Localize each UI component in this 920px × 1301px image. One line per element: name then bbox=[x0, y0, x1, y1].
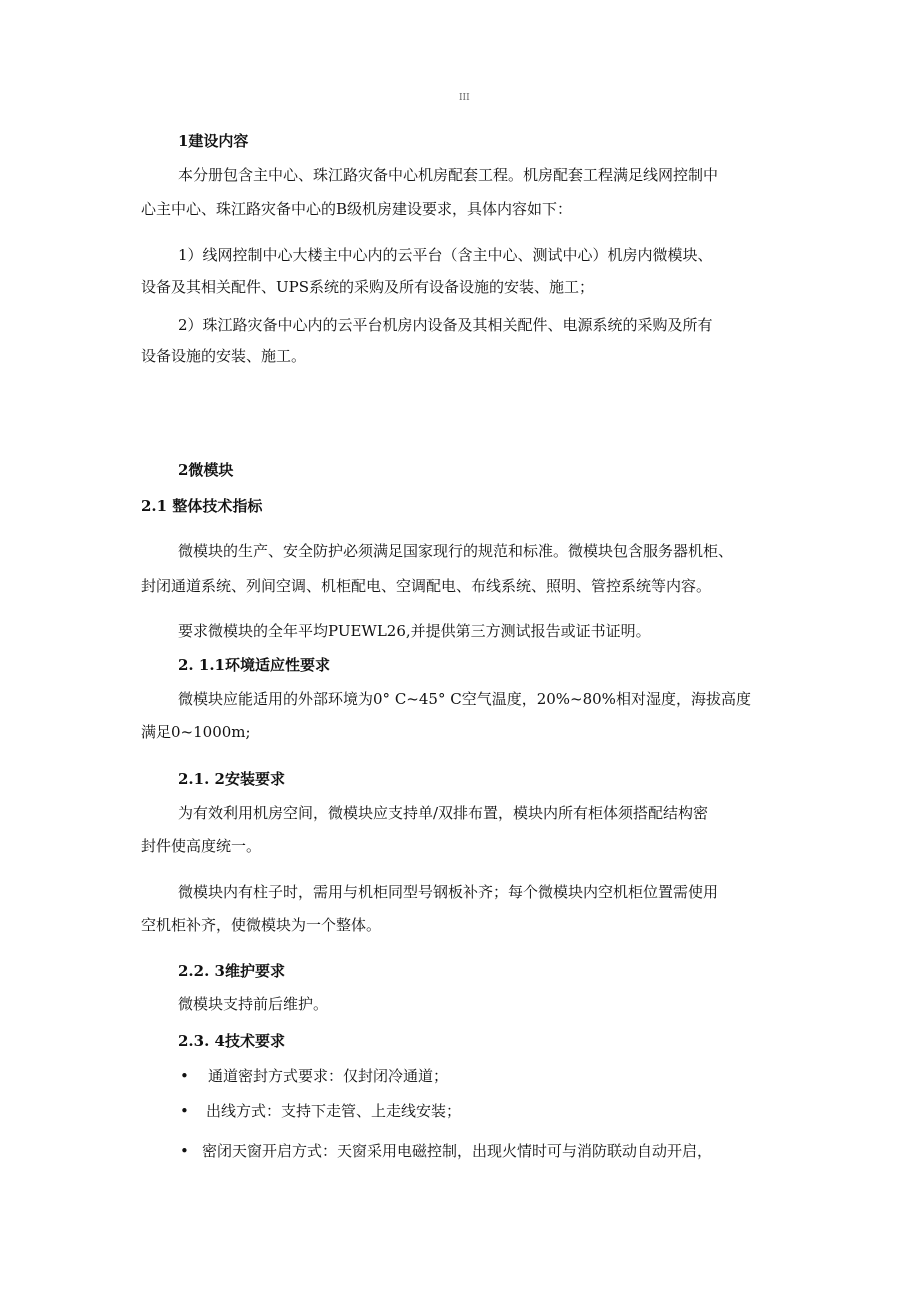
header-mark: III bbox=[459, 93, 470, 103]
section-2-2-title: 2.2. 3维护要求 bbox=[178, 962, 285, 980]
bullet-text: 密闭天窗开启方式：天窗采用电磁控制，出现火情时可与消防联动自动开启， bbox=[202, 1142, 713, 1160]
section-2-1-para1-line2: 封闭通道系统、列间空调、机柜配电、空调配电、布线系统、照明、管控系统等内容。 bbox=[141, 577, 712, 595]
section-1-title: 1建设内容 bbox=[178, 132, 249, 150]
bullet-icon: • bbox=[180, 1067, 189, 1085]
section-2-1-1-para-line2: 满足0~1000m; bbox=[141, 723, 251, 741]
section-2-1-1-title: 2. 1.1环境适应性要求 bbox=[178, 656, 330, 674]
section-2-1-2-para2-line2: 空机柜补齐，使微模块为一个整体。 bbox=[141, 916, 382, 934]
section-2-1-2-title: 2.1. 2安装要求 bbox=[178, 770, 285, 788]
section-2-1-2-para1-line1: 为有效利用机房空间，微模块应支持单/双排布置，模块内所有柜体须搭配结构密 bbox=[178, 804, 709, 822]
bullet-text: 出线方式：支持下走管、上走线安装； bbox=[206, 1102, 462, 1120]
bullet-item bbox=[180, 1100, 461, 1121]
bullet-icon: • bbox=[180, 1102, 189, 1120]
section-1-item2-line1: 2）珠江路灾备中心内的云平台机房内设备及其相关配件、电源系统的采购及所有 bbox=[178, 316, 713, 334]
section-2-title: 2微模块 bbox=[178, 461, 234, 479]
section-2-1-1-para-line1: 微模块应能适用的外部环境为0° C~45° C空气温度，20%~80%相对湿度，海拔高度 bbox=[178, 690, 751, 708]
section-1-item1-line1: 1）线网控制中心大楼主中心内的云平台（含主中心、测试中心）机房内微模块、 bbox=[178, 246, 713, 264]
section-2-1-para1-line1: 微模块的生产、安全防护必须满足国家现行的规范和标准。微模块包含服务器机柜、 bbox=[178, 542, 734, 560]
section-1-para1-line2: 心主中心、珠江路灾备中心的B级机房建设要求，具体内容如下： bbox=[141, 200, 573, 218]
bullet-icon: • bbox=[180, 1142, 189, 1160]
bullet-item bbox=[180, 1140, 712, 1161]
section-2-3-title: 2.3. 4技术要求 bbox=[178, 1032, 285, 1050]
section-1-para1-line1: 本分册包含主中心、珠江路灾备中心机房配套工程。机房配套工程满足线网控制中 bbox=[178, 166, 719, 184]
section-1-item1-line2: 设备及其相关配件、UPS系统的采购及所有设备设施的安装、施工； bbox=[141, 278, 595, 296]
section-2-1-2-para2-line1: 微模块内有柱子时，需用与机柜同型号钢板补齐；每个微模块内空机柜位置需使用 bbox=[178, 883, 719, 901]
section-2-1-title: 2.1 整体技术指标 bbox=[141, 497, 263, 515]
section-2-1-para2: 要求微模块的全年平均PUEWL26,并提供第三方测试报告或证书证明。 bbox=[178, 622, 651, 640]
section-2-2-para: 微模块支持前后维护。 bbox=[178, 995, 329, 1013]
section-1-item2-line2: 设备设施的安装、施工。 bbox=[141, 347, 307, 365]
section-2-1-2-para1-line2: 封件使高度统一。 bbox=[141, 837, 262, 855]
bullet-text: 通道密封方式要求：仅封闭冷通道； bbox=[208, 1067, 449, 1085]
bullet-item bbox=[180, 1065, 448, 1086]
